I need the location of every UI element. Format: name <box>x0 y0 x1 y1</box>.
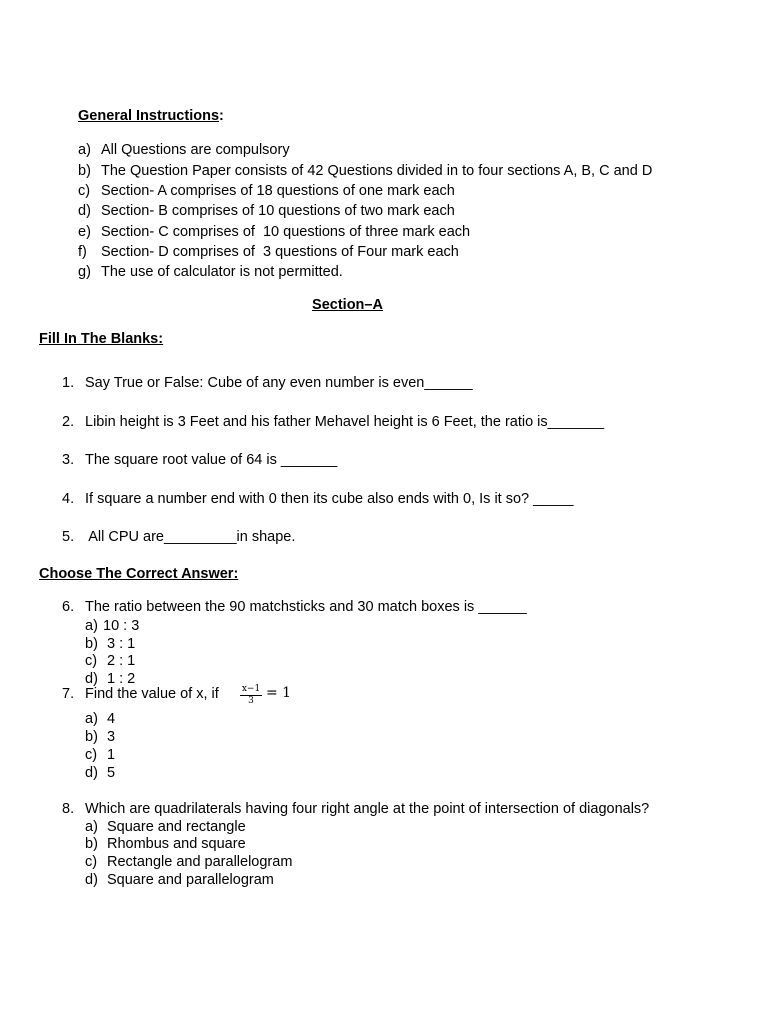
option-text: Rhombus and square <box>107 836 246 852</box>
option-text: 4 <box>107 711 116 727</box>
option-text: Rectangle and parallelogram <box>107 854 293 870</box>
question-number: 4. <box>62 491 75 507</box>
option-letter: d) <box>85 872 98 888</box>
option-letter: c) <box>85 854 98 870</box>
question-number: 2. <box>62 414 75 430</box>
option-text: Square and parallelogram <box>107 872 274 888</box>
question-text: All CPU are_________in shape. <box>85 529 296 545</box>
option-text: 10 : 3 <box>103 618 140 634</box>
general-instructions-heading <box>78 107 224 125</box>
instruction-letter: d) <box>78 203 91 219</box>
option-letter: b) <box>85 836 98 852</box>
question-text: The square root value of 64 is _______ <box>85 452 338 468</box>
instruction-text: All Questions are compulsory <box>101 142 290 158</box>
question-number: 6. <box>62 599 75 615</box>
fraction-numerator: x−1 <box>241 684 261 694</box>
instruction-text: Section- C comprises of 10 questions of three mark each <box>101 224 471 240</box>
heading-colon: : <box>219 108 224 124</box>
instruction-text: Section- B comprises of 10 questions of two mark each <box>101 203 455 219</box>
option-text: 1 : 2 <box>107 671 136 687</box>
option-text: 2 : 1 <box>107 653 136 669</box>
question-text: If square a number end with 0 then its cube also ends with 0, Is it so? _____ <box>85 491 574 507</box>
question-text: Which are quadrilaterals having four right angle at the point of intersection of diagonals? <box>85 801 650 817</box>
option-text: 3 : 1 <box>107 636 136 652</box>
fill-blanks-heading: Fill In The Blanks: <box>39 331 164 347</box>
choose-correct-heading: Choose The Correct Answer: <box>39 566 239 582</box>
instruction-text: The use of calculator is not permitted. <box>101 264 343 280</box>
option-letter: c) <box>85 747 98 763</box>
question-text: Say True or False: Cube of any even number is even______ <box>85 375 473 391</box>
question-number: 3. <box>62 452 75 468</box>
instruction-letter: e) <box>78 224 91 240</box>
instruction-letter: b) <box>78 163 91 179</box>
instruction-text: Section- A comprises of 18 questions of one mark each <box>101 183 455 199</box>
option-text: 5 <box>107 765 116 781</box>
option-letter: a) <box>85 711 98 727</box>
question-number: 7. <box>62 686 75 702</box>
instruction-letter: a) <box>78 142 91 158</box>
instruction-letter: c) <box>78 183 91 199</box>
instruction-letter: f) <box>78 244 87 260</box>
option-letter: a) <box>85 819 98 835</box>
question-text: The ratio between the 90 matchsticks and 30 match boxes is ______ <box>85 599 527 615</box>
option-text: 3 <box>107 729 116 745</box>
option-text: 1 <box>107 747 116 763</box>
section-title: Section–A <box>312 297 383 313</box>
option-letter: c) <box>85 653 98 669</box>
option-letter: d) <box>85 765 98 781</box>
equation-rhs: = 1 <box>266 685 292 701</box>
option-letter: b) <box>85 729 98 745</box>
equation-fraction <box>240 684 262 707</box>
question-number: 1. <box>62 375 75 391</box>
fraction-denominator: 3 <box>248 696 254 706</box>
question-number: 8. <box>62 801 75 817</box>
question-text: Libin height is 3 Feet and his father Mehavel height is 6 Feet, the ratio is_______ <box>85 414 605 430</box>
question-number: 5. <box>62 529 75 545</box>
instruction-text: The Question Paper consists of 42 Questions divided in to four sections A, B, C and D <box>101 163 653 179</box>
instruction-text: Section- D comprises of 3 questions of Four mark each <box>101 244 459 260</box>
question-text: Find the value of x, if <box>85 686 219 702</box>
option-letter: a) <box>85 618 98 634</box>
option-letter: b) <box>85 636 98 652</box>
option-text: Square and rectangle <box>107 819 246 835</box>
general-instructions-title: General Instructions <box>78 108 220 124</box>
option-letter: d) <box>85 671 98 687</box>
instruction-letter: g) <box>78 264 91 280</box>
